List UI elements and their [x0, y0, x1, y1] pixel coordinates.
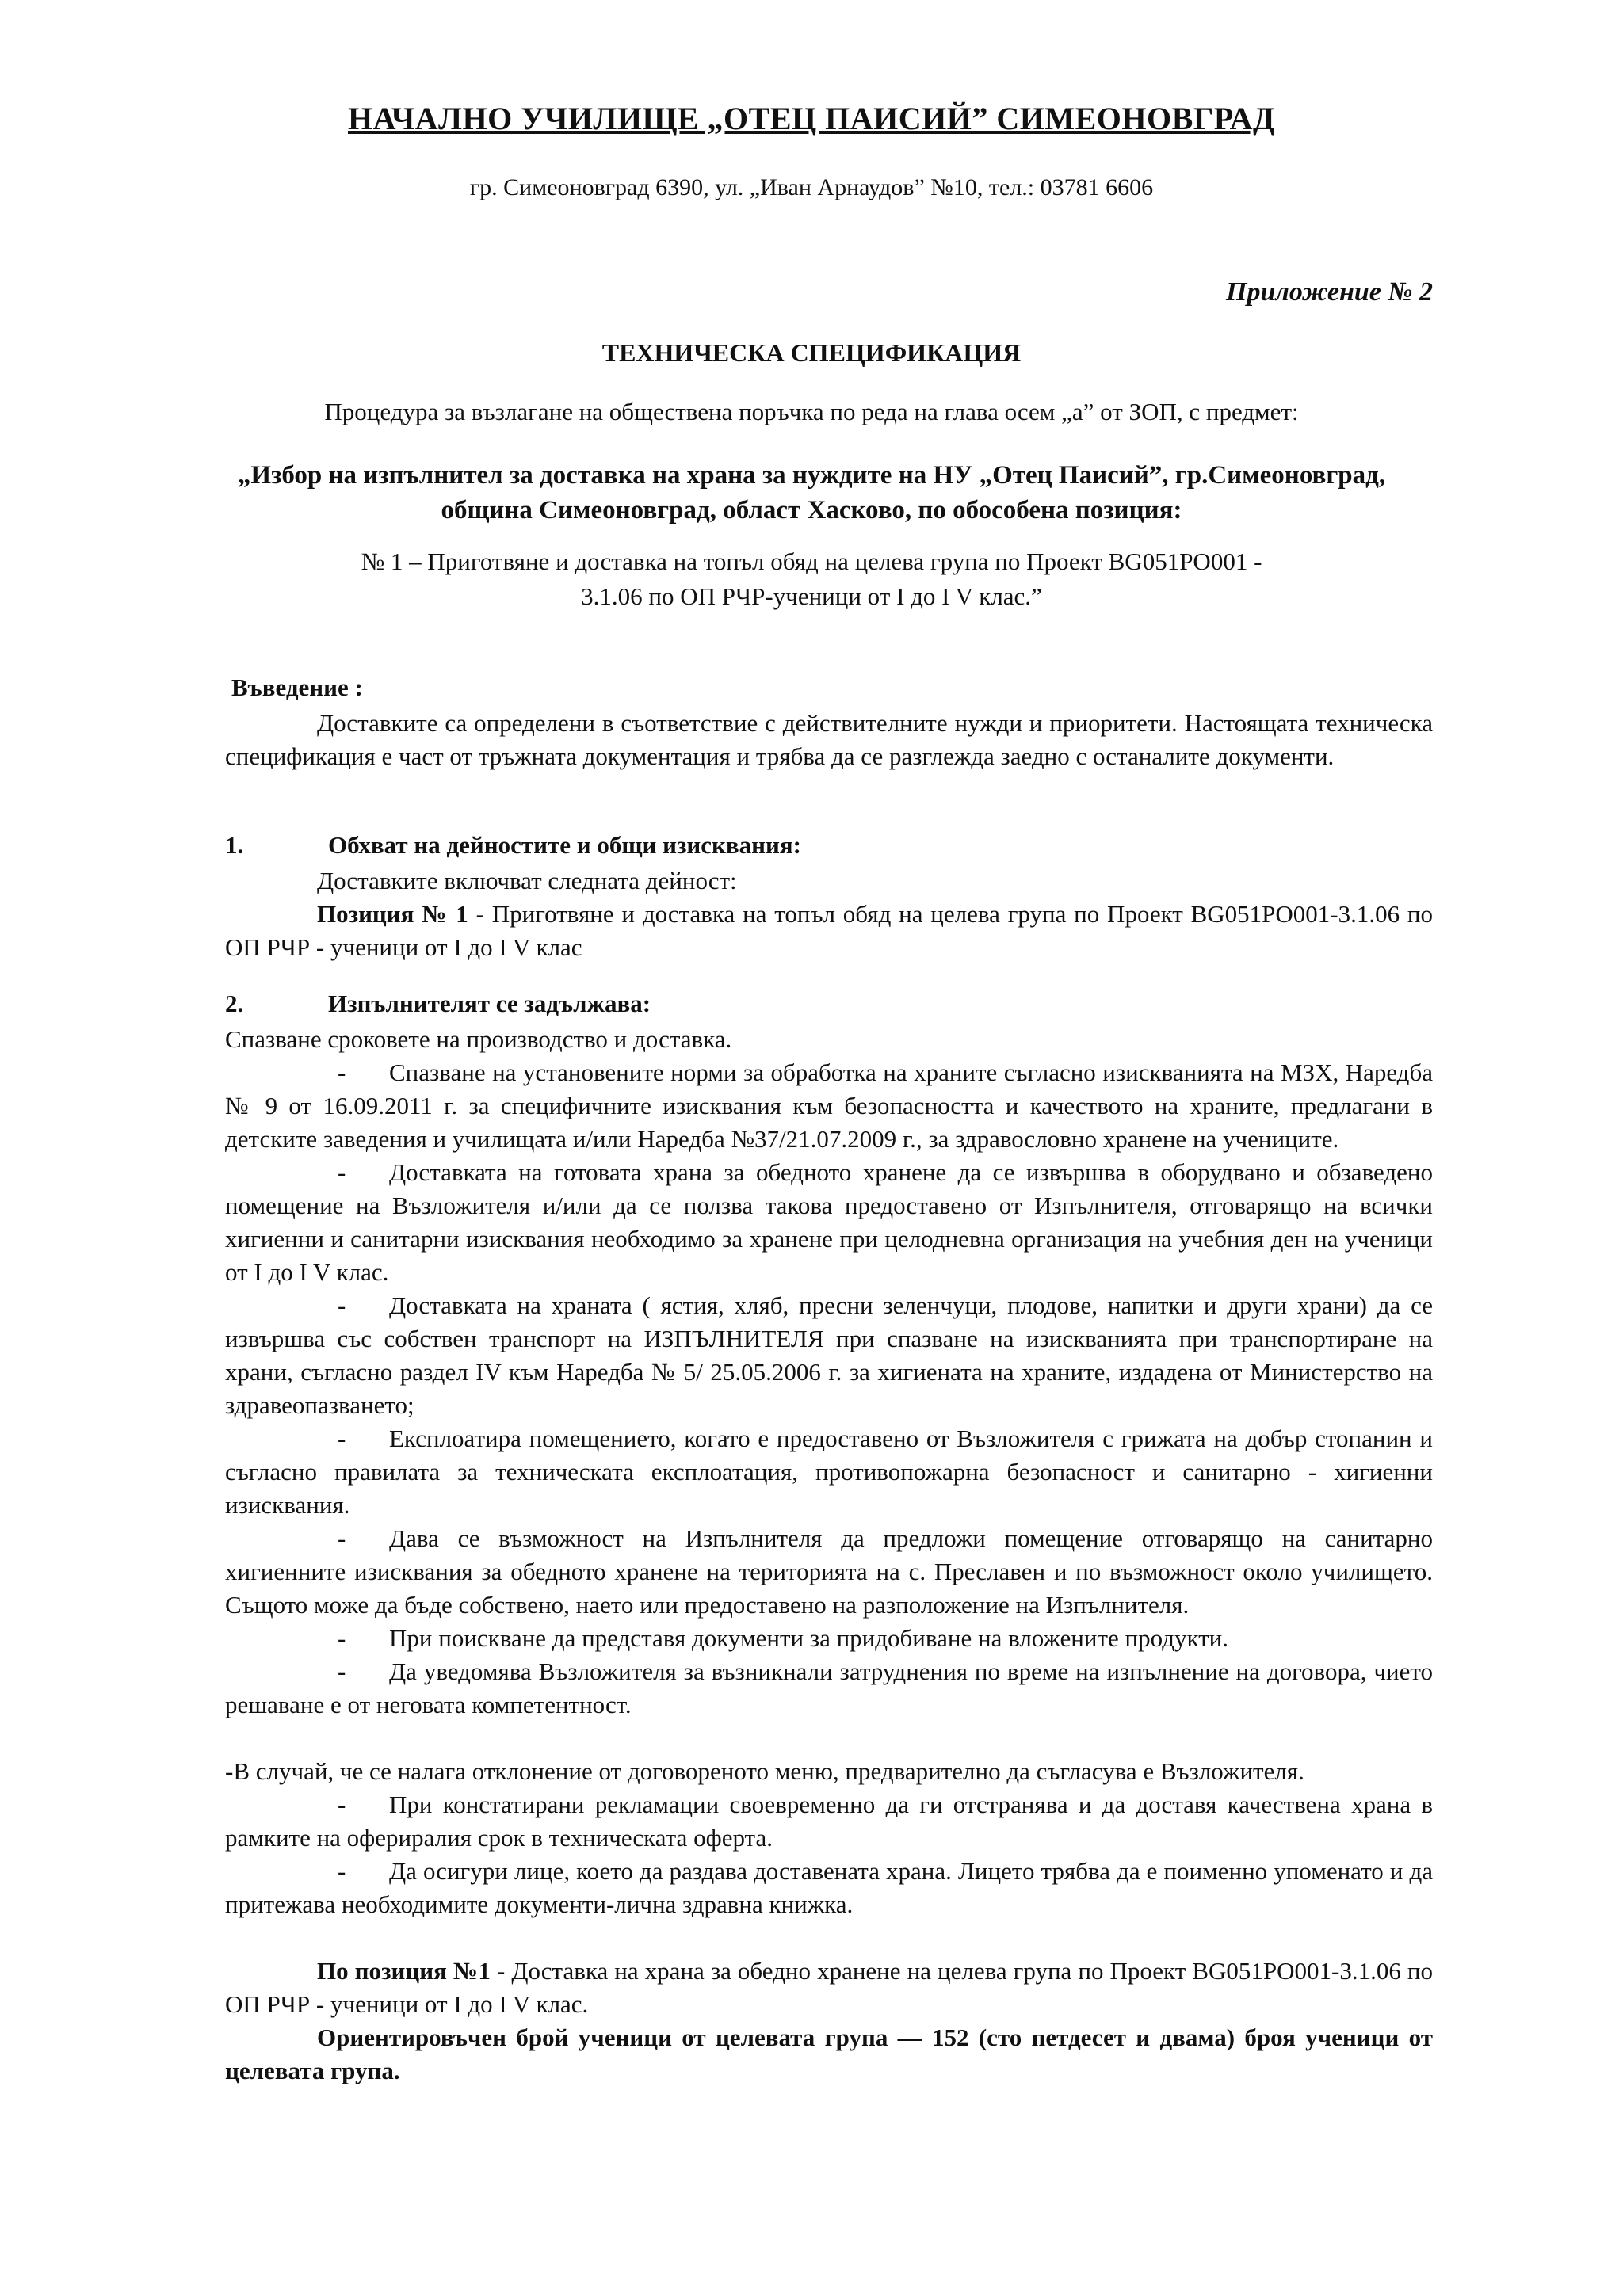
section-1-number: 1. [225, 831, 244, 859]
list-item-text: Дава се възможност на Изпълнителя да предложи помещение отговарящо на санитарно хигиенните изисквания за обедното хранене на територията на с. Преславен и по възможност около училището. Същото може да бъде собствено, наето или предоставено на разположение на Изпълнителя. [225, 1524, 1433, 1619]
intro-body [225, 707, 1433, 773]
list-item-text: Експлоатира помещението, когато е предоставено от Възложителя с грижата на добър стопанин и съгласно правилата за техническата експлоатация, противопожарна безопасност и санитарно - хигиенни изисквания. [225, 1425, 1433, 1519]
section-1-position-text: Приготвяне и доставка на топъл обяд на целева група по Проект BG051PO001-3.1.06 по ОП РЧР - ученици от I до I V клас [225, 900, 1434, 961]
section-1-line: Доставките включват следната дейност: [317, 867, 737, 894]
dash-marker: - [338, 1524, 346, 1552]
section-2-number: 2. [225, 990, 244, 1017]
list-item-text: Спазване на установените норми за обработка на храните съгласно изискванията на МЗХ, Наредба № 9 от 16.09.2011 г. за специфичните изисквания към безопасността и качеството на храните, предлагани в детските заведения и училищата и/или Наредба №37/21.07.2009 г., за здравословно хранене на учениците. [225, 1058, 1433, 1153]
list-item [225, 1522, 1433, 1622]
menu-note: -В случай, че се налага отклонение от договореното меню, предварително да съгласува е Възложителя. [225, 1757, 1304, 1785]
list-item [225, 1788, 1433, 1855]
school-name-heading: НАЧАЛНО УЧИЛИЩЕ „ОТЕЦ ПАИСИЙ” СИМЕОНОВГРАД [348, 101, 1275, 136]
spacer [225, 1722, 1433, 1755]
section-1-position-label: Позиция № 1 - [317, 900, 484, 928]
list-item [225, 1655, 1433, 1722]
position-description [190, 544, 1433, 614]
intro-paragraph: Доставките са определени в съответствие с действителните нужди и приоритети. Настоящата техническа спецификация е част от тръжната документация и трябва да се разглежда заедно с останалите документи. [225, 709, 1433, 770]
dash-marker: - [338, 1791, 346, 1818]
section-1-body [225, 864, 1433, 964]
section-1-title: Обхват на дейностите и общи изисквания: [328, 831, 801, 859]
spacer [225, 1921, 1433, 1955]
position-line-2: 3.1.06 по ОП РЧР-ученици от I до I V клас.” [581, 582, 1042, 610]
dash-marker: - [338, 1425, 346, 1452]
dash-marker: - [338, 1657, 346, 1685]
position-line-1: № 1 – Приготвяне и доставка на топъл обяд на целева група по Проект BG051PO001 - [361, 547, 1262, 575]
position-1-text: Доставка на храна за обедно хранене на целева група по Проект BG051PO001-3.1.06 по ОП РЧР - ученици от I до I V клас. [225, 1957, 1433, 2018]
list-item-text: При констатирани рекламации своевременно да ги отстранява и да доставя качествена храна в рамките на офериралия срок в техническата оферта. [225, 1791, 1433, 1852]
list-item [225, 1156, 1433, 1289]
school-address: гр. Симеоновград 6390, ул. „Иван Арнаудов” №10, тел.: 03781 6606 [469, 174, 1154, 200]
section-2-title: Изпълнителят се задължава: [328, 990, 651, 1017]
position-1-label: По позиция №1 - [317, 1957, 506, 1985]
dash-marker: - [338, 1058, 346, 1086]
subject-line-1: „Избор на изпълнител за доставка на храна за нуждите на НУ „Отец Паисий”, гр.Симеоновград, [237, 461, 1386, 490]
list-item-text: Да уведомява Възложителя за възникнали затруднения по време на изпълнение на договора, чието решаване е от неговата компетентност. [225, 1657, 1433, 1718]
list-item-text: Доставката на храната ( ястия, хляб, пресни зеленчуци, плодове, напитки и други храни) да се извършва със собствен транспорт на ИЗПЪЛНИТЕЛЯ при спазване на изискванията при транспортиране на храни, съгласно раздел IV към Наредба № 5/ 25.05.2006 г. за хигиената на храните, издадена от Министерство на здравеопазването; [225, 1291, 1433, 1419]
procedure-text: Процедура за възлагане на обществена поръчка по реда на глава осем „а” от ЗОП, с предмет: [324, 398, 1299, 425]
subject-text [190, 458, 1433, 528]
dash-marker: - [338, 1624, 346, 1652]
list-item-text: Да осигури лице, което да раздава доставената храна. Лицето трябва да е поименно упоменато и да притежава необходимите документи-лична здравна книжка. [225, 1857, 1433, 1918]
section-2-heading [225, 990, 651, 1018]
list-item [225, 1289, 1433, 1422]
list-item-text: При поискване да представя документи за придобиване на вложените продукти. [389, 1624, 1229, 1652]
list-item [225, 1622, 1433, 1655]
annex-label: Приложение № 2 [1226, 277, 1433, 307]
intro-heading: Въведение : [231, 673, 363, 701]
list-item [225, 1422, 1433, 1522]
dash-marker: - [338, 1158, 346, 1186]
dash-marker: - [338, 1291, 346, 1319]
spec-title: ТЕХНИЧЕСКА СПЕЦИФИКАЦИЯ [601, 338, 1022, 367]
section-2-body [225, 1023, 1433, 2088]
section-1-position [225, 898, 1433, 964]
section-1-heading [225, 831, 801, 860]
list-item [225, 1056, 1433, 1156]
section-2-line: Спазване сроковете на производство и доставка. [225, 1025, 732, 1053]
subject-line-2: община Симеоновград, област Хасково, по обособена позиция: [441, 496, 1182, 524]
position-1-paragraph [225, 1955, 1433, 2021]
list-item [225, 1855, 1433, 1921]
student-count: Ориентировъчен брой ученици от целевата група — 152 (сто петдесет и двама) броя ученици от целевата група. [225, 2023, 1433, 2084]
list-item-text: Доставката на готовата храна за обедното хранене да се извършва в оборудвано и обзаведено помещение на Възложителя и/или да се ползва такова предоставено от Изпълнителя, отговарящо на всички хигиенни и санитарни изисквания необходимо за хранене при целодневна организация на учебния ден на ученици от I до I V клас. [225, 1158, 1433, 1286]
dash-marker: - [338, 1857, 346, 1885]
